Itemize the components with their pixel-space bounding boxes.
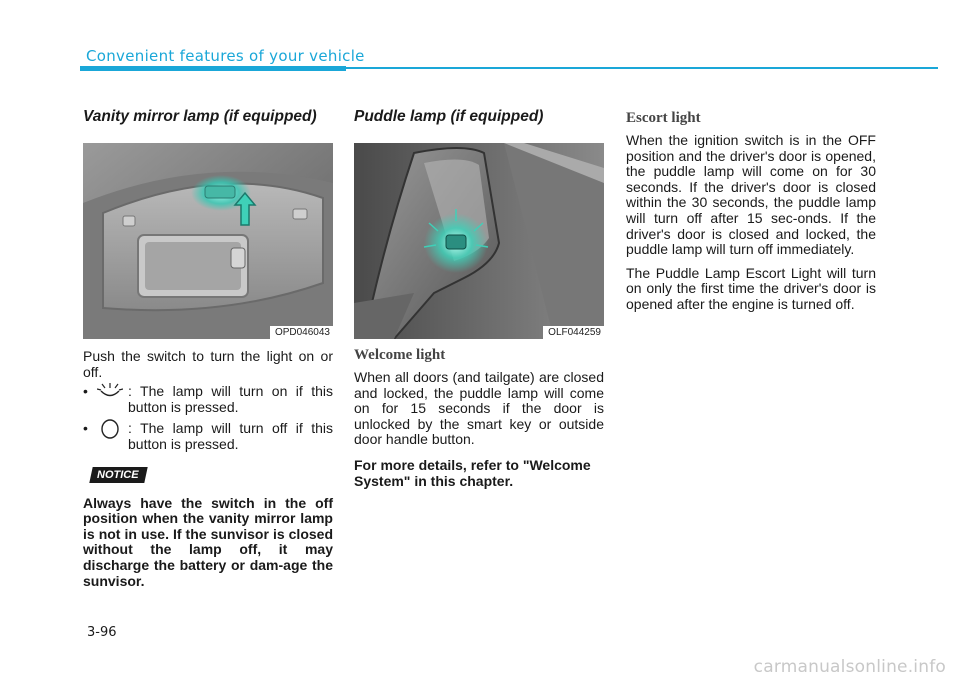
vanity-mirror-figure xyxy=(83,143,333,339)
page-number: 3-96 xyxy=(87,625,117,640)
puddle-lamp-column xyxy=(354,108,604,489)
escort-light-column xyxy=(626,108,876,313)
lamp-on-icon xyxy=(97,382,123,402)
notice-badge: NOTICE xyxy=(89,467,147,483)
side-mirror-illustration xyxy=(354,143,604,339)
sunvisor-illustration xyxy=(83,143,333,339)
bullet-lamp-off: • : The lamp will turn off if this button is pressed. xyxy=(83,420,333,452)
notice-text: Always have the switch in the off position when the vanity mirror lamp is not in use. If the sunvisor is closed without the lamp off, it may discharge the battery or dam-age the sunvisor. xyxy=(83,494,333,589)
figure-code: OPD046043 xyxy=(270,326,333,339)
header-rule-accent xyxy=(80,66,346,71)
lamp-off-icon xyxy=(97,419,123,439)
welcome-light-text: When all doors (and tailgate) are closed and locked, the puddle lamp will come on for 15 seconds if the door is unlocked by the smart key or outside door handle button. xyxy=(354,369,604,448)
escort-light-text-2: The Puddle Lamp Escort Light will turn on only the first time the driver's door is opened after the engine is turned off. xyxy=(626,264,876,312)
puddle-lamp-heading: Puddle lamp (if equipped) xyxy=(354,108,544,125)
puddle-lamp-figure xyxy=(354,143,604,339)
section-title: Convenient features of your vehicle xyxy=(86,47,365,65)
bullet-lamp-on-text: : The lamp will turn on if this button is pressed. xyxy=(128,383,333,415)
escort-light-heading: Escort light xyxy=(626,110,701,126)
welcome-light-heading: Welcome light xyxy=(354,347,446,363)
vanity-intro: Push the switch to turn the light on or off. xyxy=(83,348,333,380)
watermark: carmanualsonline.info xyxy=(753,657,946,677)
escort-light-text-1: When the ignition switch is in the OFF position and the driver's door is opened, the puddle lamp will come on for 30 seconds. If the driver's door is closed within the 30 seconds, the puddle lamp will turn off after 15 sec-onds. If the driver's door is closed and locked, the puddle lamp will turn off immediately. xyxy=(626,132,876,258)
vanity-mirror-column xyxy=(83,108,333,589)
welcome-system-reference: For more details, refer to "Welcome System" in this chapter. xyxy=(354,456,591,489)
bullet-lamp-on: • : The lamp will turn on if this button is pressed. xyxy=(83,383,333,415)
figure-code: OLF044259 xyxy=(543,326,604,339)
vanity-mirror-heading: Vanity mirror lamp (if equipped) xyxy=(83,108,317,125)
bullet-lamp-off-text: : The lamp will turn off if this button is pressed. xyxy=(128,420,333,452)
